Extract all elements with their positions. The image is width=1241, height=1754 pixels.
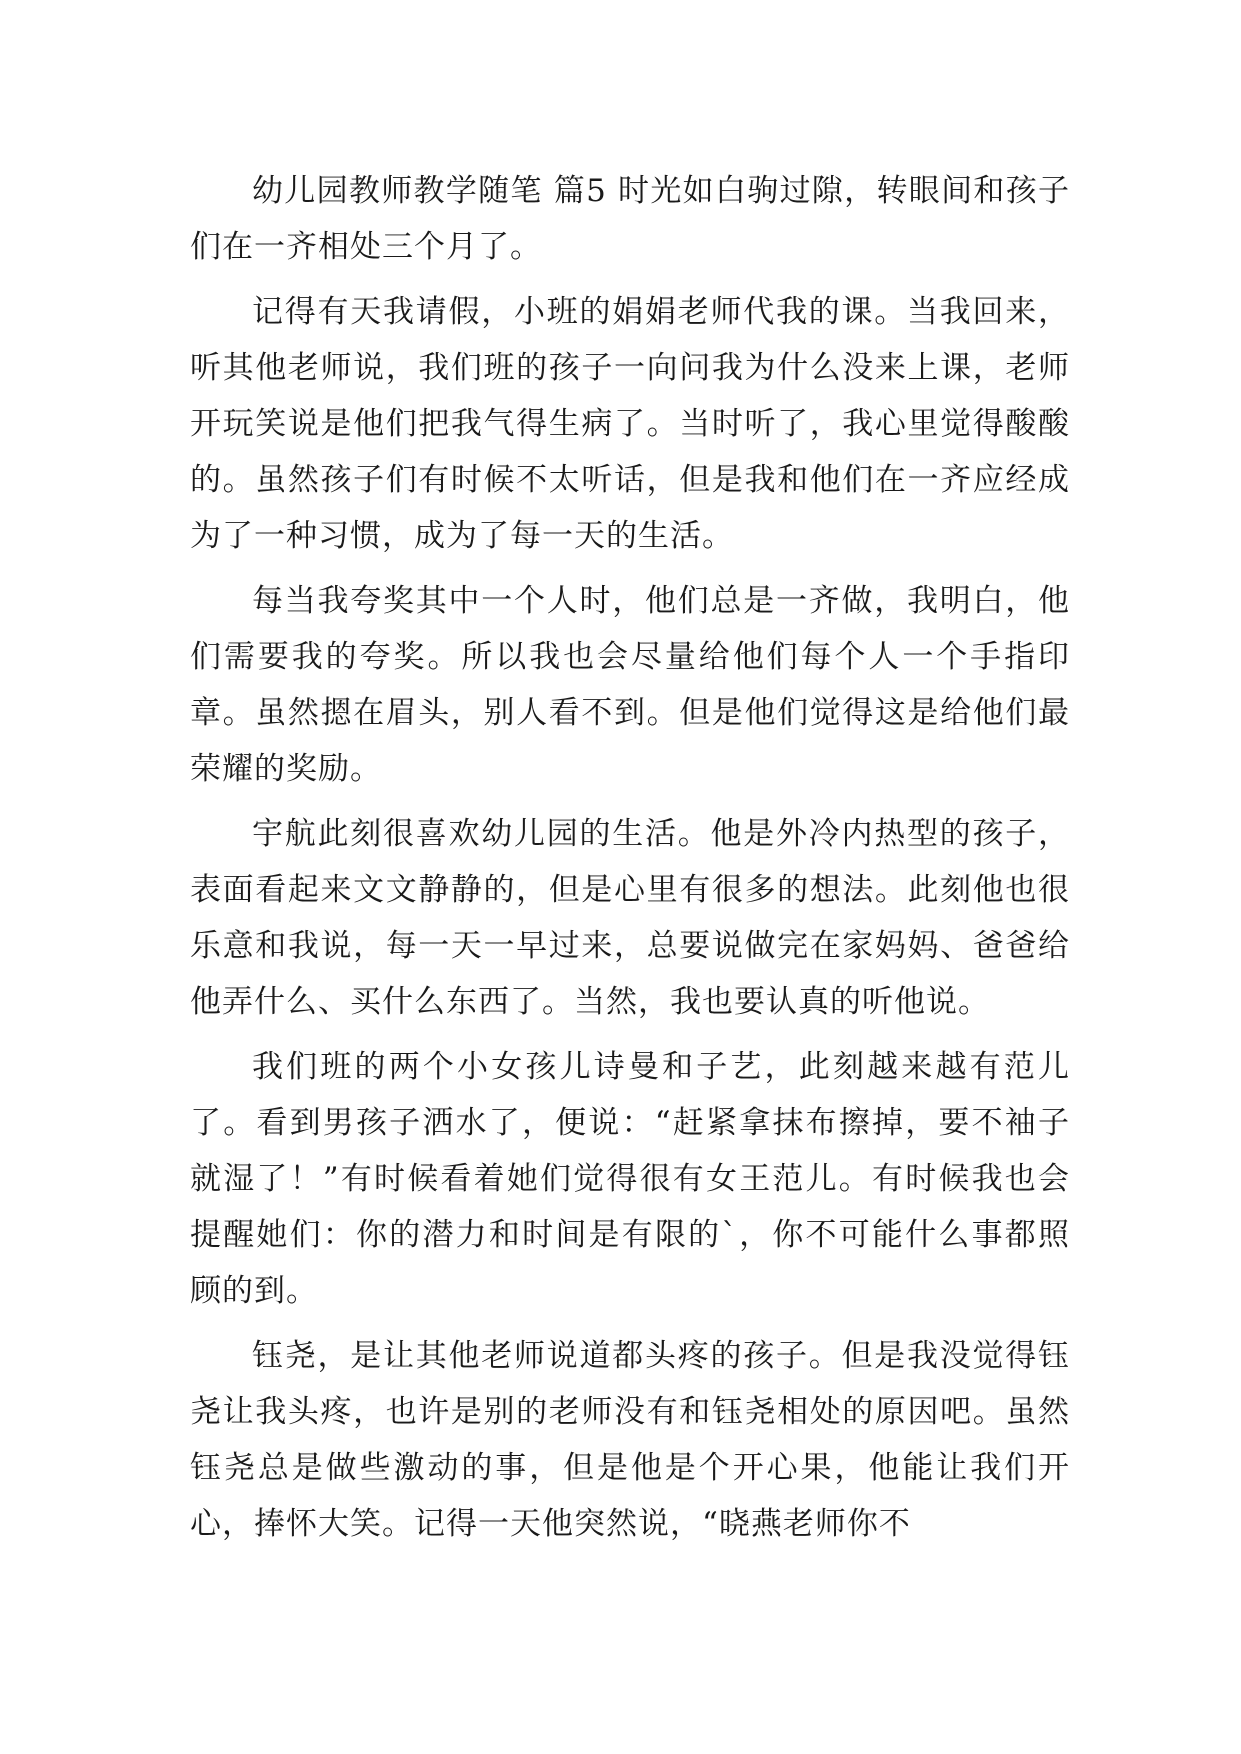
paragraph-yuhang: 宇航此刻很喜欢幼儿园的生活。他是外冷内热型的孩子，表面看起来文文静静的，但是心里有很多的想法。此刻他也很乐意和我说，每一天一早过来，总要说做完在家妈妈、爸爸给他弄什么、买什么东西了。当然，我也要认真的听他说。 bbox=[190, 816, 1070, 1020]
paragraph-praise: 每当我夸奖其中一个人时，他们总是一齐做，我明白，他们需要我的夸奖。所以我也会尽量给他们每个人一个手指印章。虽然摁在眉头，别人看不到。但是他们觉得这是给他们最荣耀的奖励。 bbox=[190, 583, 1070, 787]
paragraph-intro: 幼儿园教师教学随笔 篇5 时光如白驹过隙，转眼间和孩子们在一齐相处三个月了。 bbox=[190, 173, 1070, 265]
paragraph-yuyao: 钰尧，是让其他老师说道都头疼的孩子。但是我没觉得钰尧让我头疼，也许是别的老师没有和钰尧相处的原因吧。虽然钰尧总是做些激动的事，但是他是个开心果，他能让我们开心，捧怀大笑。记得一天他突然说，“晓燕老师你不 bbox=[190, 1338, 1070, 1542]
paragraph-girls: 我们班的两个小女孩儿诗曼和子艺，此刻越来越有范儿了。看到男孩子洒水了，便说：“赶紧拿抹布擦掉，要不袖子就湿了！”有时候看着她们觉得很有女王范儿。有时候我也会提醒她们：你的潜力和时间是有限的`，你不可能什么事都照顾的到。 bbox=[190, 1049, 1070, 1309]
document-body bbox=[190, 163, 1070, 1552]
paragraph-sick-leave: 记得有天我请假，小班的娟娟老师代我的课。当我回来，听其他老师说，我们班的孩子一向问我为什么没来上课，老师开玩笑说是他们把我气得生病了。当时听了，我心里觉得酸酸的。虽然孩子们有时候不太听话，但是我和他们在一齐应经成为了一种习惯，成为了每一天的生活。 bbox=[190, 294, 1070, 554]
